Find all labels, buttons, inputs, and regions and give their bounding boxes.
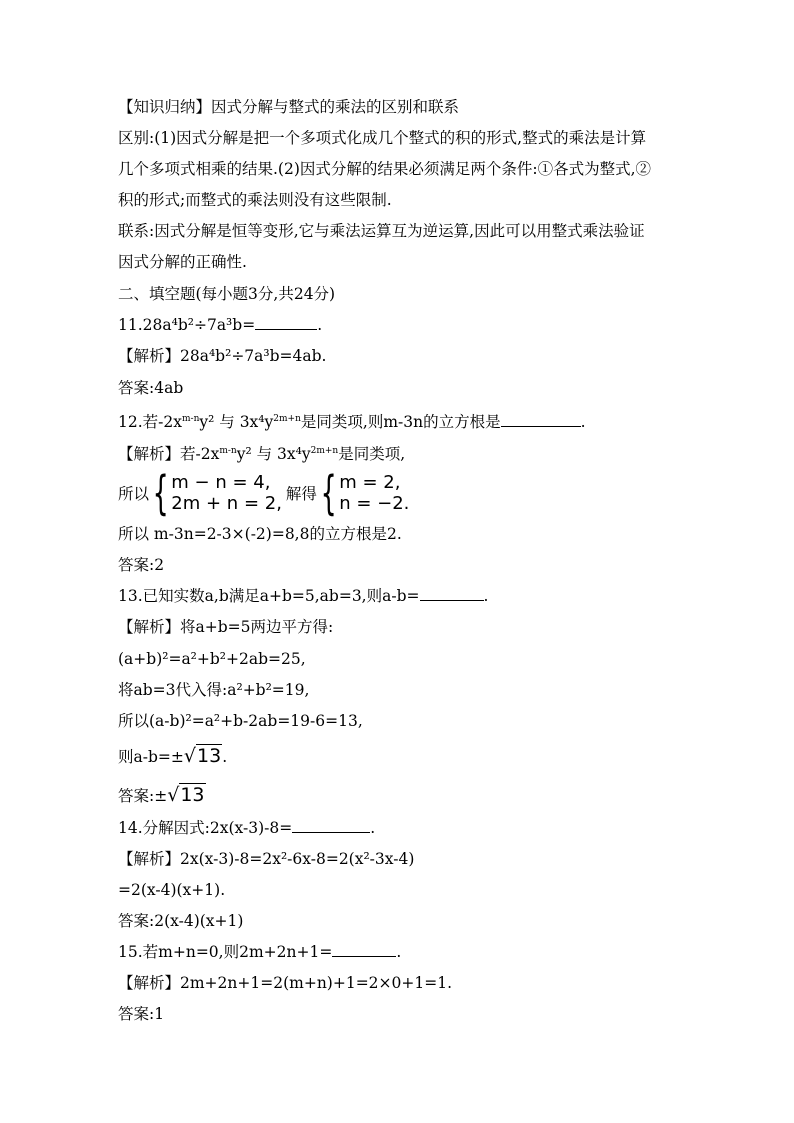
question-14-step-2: =2(x-4)(x+1). xyxy=(118,881,226,899)
question-15-answer: 答案:1 xyxy=(118,1005,165,1023)
question-12-analysis xyxy=(118,440,405,465)
equation-system xyxy=(118,466,410,520)
sqrt-icon: √ xyxy=(167,784,180,806)
radicand: 13 xyxy=(180,784,205,806)
analysis-text-c: 是同类项, xyxy=(338,445,406,464)
question-11-analysis: 【解析】28a⁴b²÷7a³b=4ab. xyxy=(118,347,327,365)
answer-blank xyxy=(255,315,317,330)
difference-line-1: 区别:(1)因式分解是把一个多项式化成几个整式的积的形式,整式的乘法是计算 xyxy=(118,129,647,147)
radicand: 13 xyxy=(197,745,222,767)
question-11 xyxy=(118,314,322,336)
question-12-text-c: 是同类项,则m-3n的立方根是 xyxy=(300,413,501,432)
step-4-suffix: . xyxy=(222,748,228,766)
exponent-2m-n: 2m+n xyxy=(273,414,301,424)
so-label: 所以 xyxy=(118,485,150,503)
left-brace-icon: { xyxy=(320,466,337,520)
exponent-2m-n: 2m+n xyxy=(310,446,339,456)
question-12-answer: 答案:2 xyxy=(118,556,165,574)
system-solution xyxy=(339,472,409,514)
exponent-m-n: m-n xyxy=(182,414,200,424)
period: . xyxy=(370,819,376,837)
question-12-text-b: y² 与 3x⁴y xyxy=(199,413,274,432)
question-13-text: 13.已知实数a,b满足a+b=5,ab=3,则a-b= xyxy=(118,587,420,605)
question-15 xyxy=(118,941,401,963)
solution-1: m = 2, xyxy=(339,472,401,493)
answer-blank xyxy=(332,942,396,957)
question-13-analysis: 【解析】将a+b=5两边平方得: xyxy=(118,618,334,636)
question-13-step-2: 将ab=3代入得:a²+b²=19, xyxy=(118,681,310,699)
question-14-answer: 答案:2(x-4)(x+1) xyxy=(118,912,244,930)
system-equations xyxy=(171,472,282,514)
relation-line-1: 联系:因式分解是恒等变形,它与乘法运算互为逆运算,因此可以用整式乘法验证 xyxy=(118,222,645,240)
answer-blank xyxy=(501,412,581,427)
question-13-step-4 xyxy=(118,745,227,768)
equation-2: 2m + n = 2, xyxy=(171,493,282,514)
difference-line-2: 几个多项式相乘的结果.(2)因式分解的结果必须满足两个条件:①各式为整式,② xyxy=(118,160,652,178)
relation-line-2: 因式分解的正确性. xyxy=(118,253,247,271)
solution-2: n = −2. xyxy=(339,493,410,514)
period: . xyxy=(483,587,489,605)
step-4-prefix: 则a-b=± xyxy=(118,748,184,766)
question-12 xyxy=(118,408,586,433)
difference-line-3: 积的形式;而整式的乘法则没有这些限制. xyxy=(118,191,392,209)
question-13 xyxy=(118,585,488,607)
period: . xyxy=(396,943,402,961)
question-13-answer xyxy=(118,784,206,807)
exponent-m-n: m-n xyxy=(219,446,237,456)
answer-blank xyxy=(292,818,370,833)
question-11-answer: 答案:4ab xyxy=(118,379,184,397)
sqrt-icon: √ xyxy=(183,745,196,767)
question-14 xyxy=(118,817,375,839)
period: . xyxy=(317,316,323,334)
answer-prefix: 答案:± xyxy=(118,787,168,805)
solve-label: 解得 xyxy=(285,485,317,503)
question-14-analysis: 【解析】2x(x-3)-8=2x²-6x-8=2(x²-3x-4) xyxy=(118,850,415,868)
equation-1: m − n = 4, xyxy=(171,472,271,493)
section-title: 二、填空题(每小题3分,共24分) xyxy=(118,285,336,303)
question-15-analysis: 【解析】2m+2n+1=2(m+n)+1=2×0+1=1. xyxy=(118,974,453,992)
question-12-result: 所以 m-3n=2-3×(-2)=8,8的立方根是2. xyxy=(118,525,402,543)
knowledge-heading: 【知识归纳】因式分解与整式的乘法的区别和联系 xyxy=(118,98,460,116)
question-13-step-3: 所以(a-b)²=a²+b-2ab=19-6=13, xyxy=(118,712,363,730)
left-brace-icon: { xyxy=(152,466,169,520)
question-11-text: 11.28a⁴b²÷7a³b= xyxy=(118,316,256,334)
question-14-text: 14.分解因式:2x(x-3)-8= xyxy=(118,819,293,837)
question-13-step-1: (a+b)²=a²+b²+2ab=25, xyxy=(118,650,306,668)
analysis-text-a: 【解析】若-2x xyxy=(118,445,220,464)
period: . xyxy=(580,413,586,432)
question-12-text-a: 12.若-2x xyxy=(118,413,182,432)
analysis-text-b: y² 与 3x⁴y xyxy=(236,445,311,464)
answer-blank xyxy=(420,586,484,601)
question-15-text: 15.若m+n=0,则2m+2n+1= xyxy=(118,943,333,961)
